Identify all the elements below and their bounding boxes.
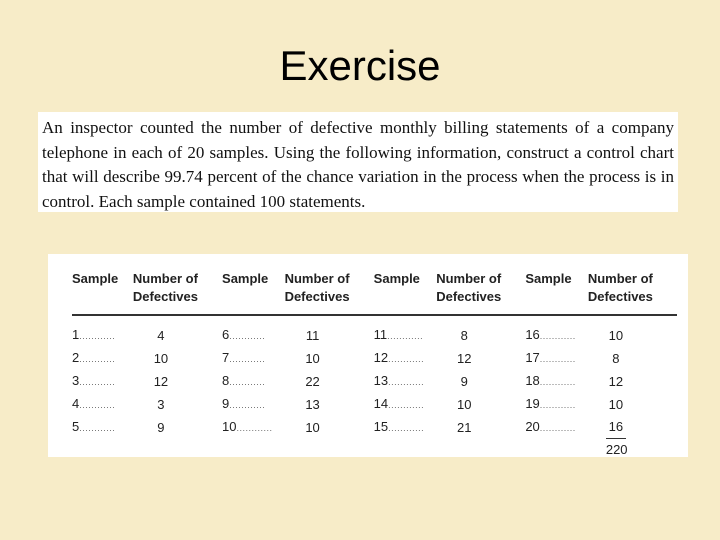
defectives-cell: 3	[157, 396, 165, 412]
defectives-cell: 10	[456, 396, 472, 412]
table-row	[72, 416, 677, 439]
defectives-cell: 21	[456, 419, 472, 435]
col-header-sample: Sample	[374, 270, 437, 315]
defectives-cell: 11	[305, 327, 320, 343]
sample-cell: 1............	[72, 327, 116, 342]
col-header-sample: Sample	[525, 270, 588, 315]
problem-statement-box	[38, 112, 678, 212]
col-header-defectives: Number of Defectives	[133, 270, 222, 315]
sample-cell: 15............	[373, 419, 425, 434]
defectives-cell: 22	[305, 373, 320, 389]
defectives-cell: 9	[460, 373, 468, 389]
defectives-cell: 13	[305, 396, 320, 412]
sample-cell: 19............	[525, 396, 576, 411]
defectives-cell: 12	[608, 373, 624, 389]
defectives-cell: 8	[460, 327, 468, 343]
defectives-cell: 10	[608, 396, 624, 412]
table-header-row	[72, 270, 677, 315]
sample-cell: 4............	[72, 396, 116, 411]
sample-cell: 18............	[525, 373, 576, 388]
col-header-sample: Sample	[72, 270, 133, 315]
table-total-row	[72, 439, 677, 461]
defectives-cell: 10	[153, 350, 169, 366]
sample-cell: 13............	[373, 373, 425, 388]
col-header-defectives: Number of Defectives	[436, 270, 525, 315]
defectives-cell: 16	[588, 416, 677, 439]
sample-cell: 16............	[525, 327, 576, 342]
table-row	[72, 347, 677, 370]
problem-statement: An inspector counted the number of defective monthly billing statements of a company telephone in each of 20 samples. Using the following information, construct a control chart that will describe 99.74 percent of the chance variation in the process when the process is in control. Each sample contained 100 statements.	[42, 118, 674, 211]
sample-cell: 6............	[222, 327, 266, 342]
sample-cell: 3............	[72, 373, 116, 388]
col-header-sample: Sample	[222, 270, 285, 315]
sample-cell: 7............	[222, 350, 266, 365]
defectives-cell: 10	[305, 350, 320, 366]
defectives-cell: 12	[456, 350, 472, 366]
defectives-cell: 4	[157, 327, 165, 343]
sample-cell: 17............	[525, 350, 576, 365]
table-row	[72, 393, 677, 416]
sample-cell: 10............	[222, 419, 273, 434]
col-header-defectives: Number of Defectives	[588, 270, 677, 315]
defectives-cell: 10	[305, 419, 320, 435]
sample-cell: 20............	[525, 419, 576, 434]
sample-cell: 12............	[373, 350, 425, 365]
defectives-cell: 10	[608, 327, 624, 343]
sample-cell: 8............	[222, 373, 266, 388]
defectives-cell: 8	[612, 350, 620, 366]
total-defectives-cell: 220	[605, 442, 628, 457]
defectives-table	[72, 270, 677, 461]
sample-cell: 9............	[222, 396, 266, 411]
sample-cell: 5............	[72, 419, 116, 434]
table-row	[72, 315, 677, 347]
defectives-cell: 12	[153, 373, 169, 389]
sample-cell: 2............	[72, 350, 116, 365]
data-table-box	[48, 254, 688, 457]
sample-cell: 14............	[373, 396, 425, 411]
col-header-defectives: Number of Defectives	[285, 270, 374, 315]
sample-cell: 11............	[373, 327, 424, 342]
table-row	[72, 370, 677, 393]
defectives-cell: 9	[157, 419, 165, 435]
slide-title: Exercise	[279, 42, 441, 89]
